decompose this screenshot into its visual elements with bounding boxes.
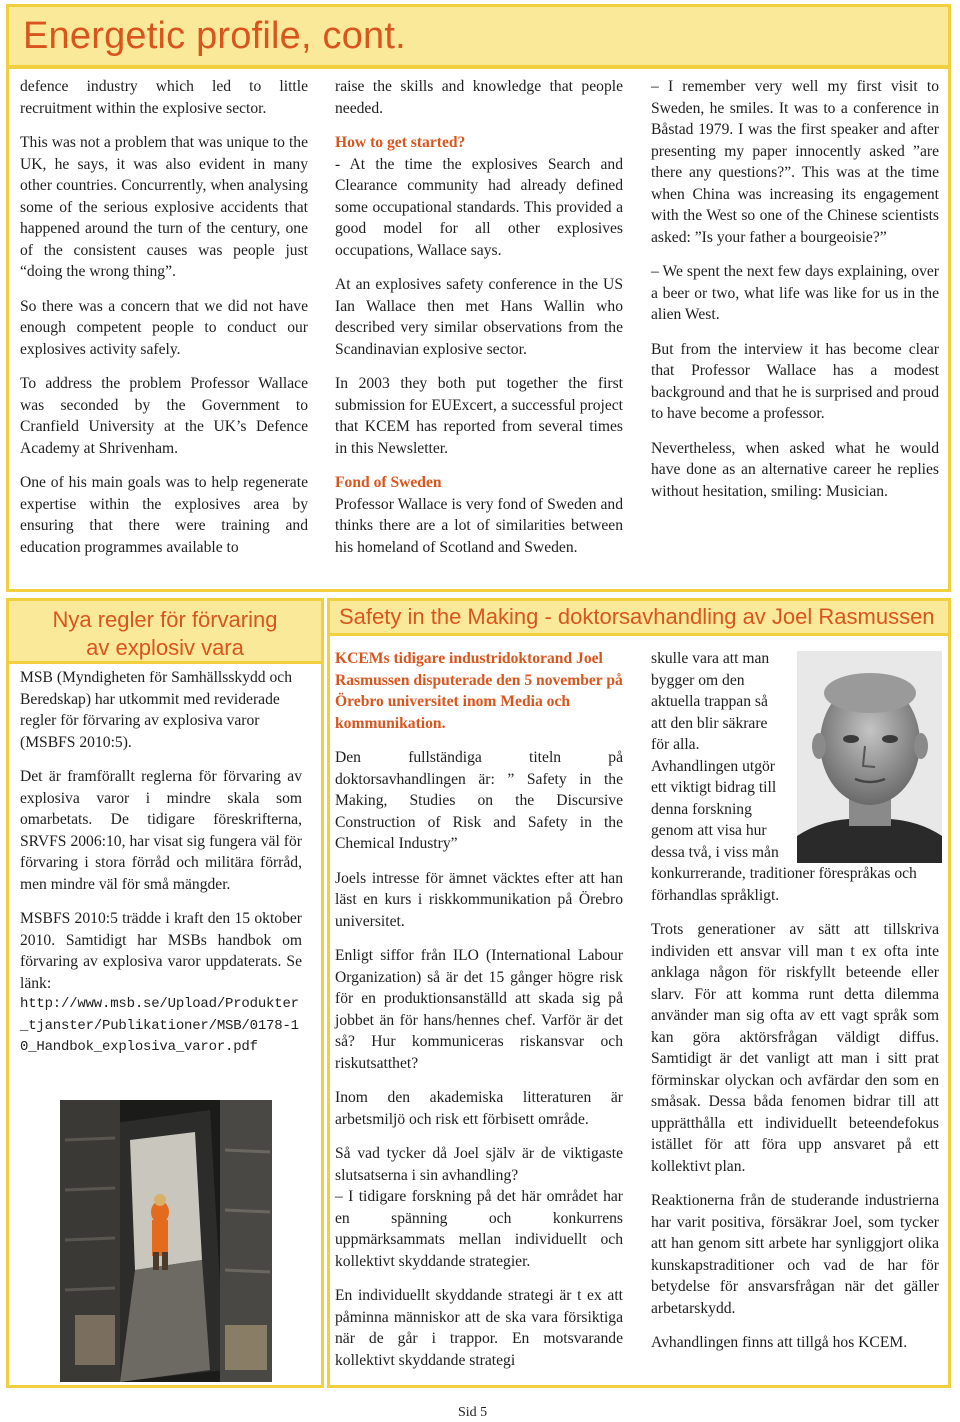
paragraph: At an explosives safety conference in the US Ian Wallace then met Hans Wallin who described very similar observations from the Scandinavian explosive sector. [335,276,623,358]
paragraph: – I remember very well my first visit to Sweden, he smiles. It was to a conference in Båstad 1979. I was the first speaker and after presenting my paper innocently asked ”are there any questions?”. This was at the time when China was increasing its engagement with the West so one of the Chinese scientists asked: ”Is your father a bourgeoisie?” [651,78,939,246]
title-bar [6,4,951,68]
paragraph: defence industry which led to little recruitment within the explosive sector. [20,78,308,117]
subheading: How to get started? [335,134,466,151]
paragraph: Avhandlingen finns att tillgå hos KCEM. [651,1334,908,1351]
paragraph [651,648,939,906]
paragraph: Det är framförallt reglerna för förvaring av explosiva varor i mindre skala som omarbetats. De tidigare föreskrifterna, SRVFS 2006:10, har visat sig fungera väl för förvaring i stora förråd och militära förråd, men mindre väl för små mängder. [20,768,302,893]
page-number: Sid 5 [458,1405,488,1420]
paragraph: To address the problem Professor Wallace was seconded by the Government to Cranfield University at the UK’s Defence Academy at Shrivenham. [20,375,308,457]
news-box-title-line: Nya regler för förvaring [52,607,278,632]
thesis-box-title [327,598,951,636]
paragraph: MSB (Myndigheten för Samhällsskydd och Beredskap) har utkommit med reviderade regler för förvaring av explosiva varor (MSBFS 2010:5). [20,669,293,751]
storage-doorway-photo [60,1100,272,1382]
paragraph-text: MSBFS 2010:5 trädde i kraft den 15 oktober 2010. Samtidigt har MSBs handbok om förvaring av explosiva varor uppdaterats. Se länk: [20,910,302,992]
subheading: Fond of Sweden [335,474,442,491]
news-box-title-line: av explosiv vara [86,635,244,660]
paragraph: Joels intresse för ämnet väcktes efter att han läst en kurs i riskkommunikation på Örebro universitet. [335,869,623,930]
thesis-column-left [335,648,623,1384]
article-column-3 [651,76,939,515]
paragraph: One of his main goals was to help regenerate expertise within the explosives area by ensuring that there were training and education programmes available to [20,474,308,556]
msb-link[interactable]: http://www.msb.se/Upload/Produkter_tjanster/Publikationer/MSB/0178-10_Handbok_explosiva_varor.pdf [20,996,299,1055]
thesis-box-title-text: Safety in the Making - doktorsavhandling av Joel Rasmussen [339,604,935,629]
thesis-lead: KCEMs tidigare industridoktorand Joel Rasmussen disputerade den 5 november på Örebro universitet inom Media och kommunikation. [335,650,623,732]
page-title: Energetic profile, cont. [23,15,406,57]
paragraph: – I tidigare forskning på det här området har en spänning och konkurrens uppmärksammats mellan individuellt och kollektivt skyddande strategier. [335,1188,623,1270]
paragraph: Den fullständiga titeln på doktorsavhandlingen är: ” Safety in the Making, Studies on the Discursive Construction of Risk and Safety in the Chemical Industry” [335,749,623,852]
portrait-float-spacer [789,648,939,860]
paragraph: Reaktionerna från de studerande industrierna har varit positiva, försäkrar Joel, som tycker att han genom sitt arbete har synliggjort olika kunskapstraditioner och vad de har för betydelse för ansvarsfrågan när det gäller arbetarskydd. [651,1192,939,1317]
news-box-body [20,667,302,1059]
paragraph: raise the skills and knowledge that people needed. [335,78,623,117]
paragraph-text: skulle vara att man bygger om den aktuella trappan så att den blir säkrare för alla. Avhandlingen utgör ett viktigt bidrag till denna forskning genom att visa hur dessa två, i viss mån konkurrerande, traditioner förespråkas och förhandlas språkligt. [651,650,917,904]
paragraph: This was not a problem that was unique to the UK, he says, it was also evident in many other countries. Concurrently, when analysing some of the serious explosive accidents that happened around the turn of the century, one of the consistent causes was people just “doing the wrong thing”. [20,134,308,280]
paragraph: Så vad tycker då Joel själv är de viktigaste slutsatserna i sin avhandling? [335,1145,623,1184]
paragraph: Nevertheless, when asked what he would have done as an alternative career he replies without hesitation, smiling: Musician. [651,439,939,500]
paragraph: But from the interview it has become clear that Professor Wallace has a modest background and that he is surprised and proud to have become a professor. [651,340,939,422]
article-column-2 [335,76,623,571]
paragraph: Trots generationer av sätt att tillskriva individen ett ansvar vill man t ex ofta inte anklaga någon för riskfyllt beteende eller slarv. För att komma runt detta dilemma använder man sig ofta av ett vagt språk som kan göra aktörsfrågan väldigt diffus. Samtidigt är det vanligt att man i sitt prat förminskar olyckan och avfärdar den som en småsak. Dessa båda fenomen bidrar till att upprätthålla ett individuellt beteendefokus istället för att föra upp ansvaret på ett kollektivt plan. [651,921,939,1175]
paragraph: Professor Wallace is very fond of Sweden and thinks there are a lot of similarities between his homeland of Scotland and Sweden. [335,495,623,556]
paragraph: – We spent the next few days explaining, over a beer or two, what life was like for us in the alien West. [651,263,939,323]
paragraph [20,908,302,994]
paragraph: En individuellt skyddande strategi är t ex att påminna människor att de ska vara försiktiga när de går i trappor. En motsvarande kollektivt skyddande strategi [335,1287,623,1369]
thesis-column-right [651,648,939,1367]
paragraph: Inom den akademiska litteraturen är arbetsmiljö och risk ett förbisett område. [335,1089,623,1128]
news-box-title [6,598,324,664]
paragraph: In 2003 they both put together the first submission for EUExcert, a successful project that KCEM has reported from several times in this Newsletter. [335,375,623,457]
paragraph: - At the time the explosives Search and Clearance community had already defined some occupational standards. This provided a good model for all other explosives occupations, Wallace says. [335,155,623,259]
paragraph: Enligt siffor från ILO (International Labour Organization) så är det 15 gånger högre risk för en produktionsanställd att skada sig på jobbet än för hans/hennes chef. Varför är det så? Hur kommuniceras riskansvar och riskutsatthet? [335,947,623,1072]
paragraph: So there was a concern that we did not have enough competent people to conduct our explosives activity safely. [20,297,308,358]
article-column-1 [20,76,308,571]
